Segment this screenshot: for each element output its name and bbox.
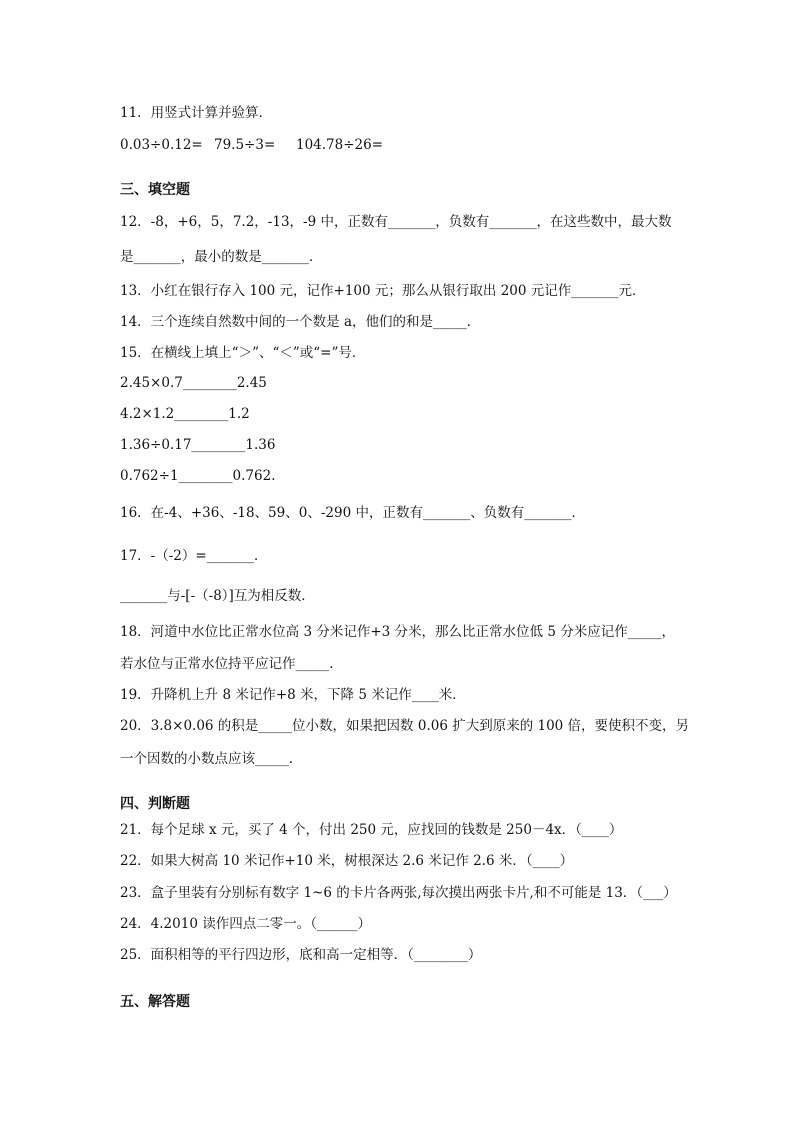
question-16: 16．在-4、+36、-18、59、0、-290 中，正数有_______、负数有_______． <box>120 505 585 521</box>
section-title-fill-in: 三、填空题 <box>120 182 190 198</box>
question-22: 22．如果大树高 10 米记作+10 米，树根深达 2.6 米记作 2.6 米．（____） <box>120 853 574 869</box>
section-title-true-false: 四、判断题 <box>120 796 190 812</box>
question-13: 13．小红在银行存入 100 元，记作+100 元；那么从银行取出 200 元记作_______元． <box>120 283 646 299</box>
question-15-item: 1.36÷0.17________1.36 <box>120 437 276 453</box>
question-20-line-2: 一个因数的小数点应该_____． <box>120 751 303 767</box>
question-19: 19．升降机上升 8 米记作+8 米，下降 5 米记作____米． <box>120 687 466 703</box>
question-15: 15．在横线上填上“＞”、“＜”或“=”号． <box>120 345 366 361</box>
question-24: 24．4.2010 读作四点二零一。（______） <box>120 916 371 932</box>
calc-item-3: 104.78÷26= <box>296 137 384 153</box>
question-17-line-2: _______与-[-（-8）]互为相反数． <box>120 588 315 604</box>
question-11: 11．用竖式计算并验算． <box>120 105 273 121</box>
question-20-line-1: 20．3.8×0.06 的积是_____位小数，如果把因数 0.06 扩大到原来的 100 倍，要使积不变，另 <box>120 718 690 734</box>
question-11-calculations <box>120 136 383 154</box>
question-15-item: 4.2×1.2________1.2 <box>120 406 250 422</box>
question-23: 23．盒子里装有分别标有数字 1~6 的卡片各两张,每次摸出两张卡片,和不可能是 13．（___） <box>120 885 677 901</box>
section-title-problems: 五、解答题 <box>120 994 190 1010</box>
question-18-line-2: 若水位与正常水位持平应记作_____． <box>120 656 343 672</box>
question-12-line-2: 是_______，最小的数是_______． <box>120 249 323 265</box>
question-25: 25．面积相等的平行四边形，底和高一定相等．（________） <box>120 947 482 963</box>
question-18-line-1: 18．河道中水位比正常水位高 3 分米记作+3 分米，那么比正常水位低 5 分米应记作_____， <box>120 624 675 640</box>
question-15-item: 2.45×0.7________2.45 <box>120 375 267 391</box>
calc-item-1: 0.03÷0.12= <box>120 137 203 153</box>
question-21: 21．每个足球 x 元，买了 4 个，付出 250 元，应找回的钱数是 250－4x．（____） <box>120 822 623 838</box>
calc-item-2: 79.5÷3= <box>214 137 276 153</box>
question-15-item: 0.762÷1________0.762. <box>120 468 276 484</box>
question-12-line-1: 12．-8，+6，5，7.2，-13，-9 中，正数有_______，负数有_______，在这些数中，最大数 <box>120 214 672 230</box>
question-17-line-1: 17．-（-2）=_______． <box>120 548 268 564</box>
question-14: 14．三个连续自然数中间的一个数是 a，他们的和是_____． <box>120 314 481 330</box>
